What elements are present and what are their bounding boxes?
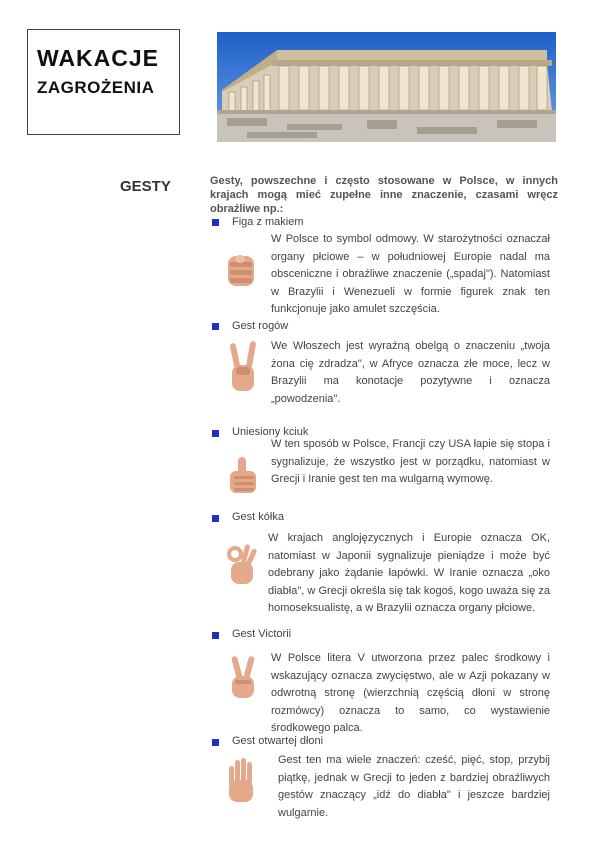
section-title: GESTY <box>120 178 171 195</box>
title-line1: WAKACJE <box>37 45 160 71</box>
gesture-desc-ok: W krajach anglojęzycznych i Europie oznacza OK, natomiast w Japonii sygnalizuje pieniądze i może być odebrany jako żądanie łapówki. W Iranie oznacza „oko diabła", w Grecji określa się tak kogoś, kogo uważa się za homoseksualistę, a w Brazylii oznacza organy płciowe. <box>268 532 550 614</box>
bullet-icon <box>212 323 219 330</box>
bullet-icon <box>212 739 219 746</box>
gesture-title-ok: Gest kółka <box>232 511 284 523</box>
gesture-title-thumb: Uniesiony kciuk <box>232 426 309 438</box>
bullet-icon <box>212 515 219 522</box>
fig-hand-icon <box>224 250 260 292</box>
gesture-title-horns: Gest rogów <box>232 320 289 332</box>
gesture-title-victory: Gest Victorii <box>232 628 292 640</box>
ok-hand-icon <box>225 542 259 588</box>
gesture-desc-figa: W Polsce to symbol odmowy. W starożytności oznaczał organy płciowe – w południowej Europie nadal ma obsceniczne i obraźliwe znaczenie („spadaj"). Natomiast w Brazylii i Wenezueli w formie figurek znak ten funkcjonuje jako amulet szczęścia. <box>271 233 550 315</box>
gesture-desc-thumb: W ten sposób w Polsce, Francji czy USA łapie się stopa i sygnalizuje, że wszystko jest w porządku, natomiast w Grecji i Iranie gest ten ma wulgarną wymowę. <box>271 438 550 485</box>
open-palm-icon <box>226 756 258 806</box>
bullet-icon <box>212 430 219 437</box>
gesture-desc-palm: Gest ten ma wiele znaczeń: cześć, pięć, stop, przybij piątkę, jednak w Grecji to jeden z bardziej obraźliwych gestów znaczący „idź do diabła" i jeszcze bardziej wulgarnie. <box>278 754 550 819</box>
bullet-icon <box>212 632 219 639</box>
victory-hand-icon <box>226 654 260 700</box>
gesture-desc-horns: We Włoszech jest wyraźną obelgą o znaczeniu „twoja żona cię zdradza", w Afryce oznacza złe moce, lecz w Brazylii ma konotacje pozytywne i oznacza „powodzenia". <box>271 340 550 405</box>
parthenon-photo <box>217 32 556 142</box>
title-line2: ZAGROŻENIA <box>37 78 155 97</box>
horns-hand-icon <box>226 339 260 395</box>
gesture-desc-victory: W Polsce litera V utworzona przez palec środkowy i wskazujący oznacza zwycięstwo, ale w Azji pokazany w odwrotną stronę (wierzchnią częścią dłoni w stronę rozmówcy) oznacza to samo, co wystawienie środkowego palca. <box>271 652 550 734</box>
thumbs-up-icon <box>224 455 260 497</box>
section-intro: Gesty, powszechne i często stosowane w Polsce, w innych krajach mogą mieć zupełne inne znaczenie, czasami wręcz obraźliwe np.: <box>210 175 558 215</box>
title-box <box>27 29 180 135</box>
gesture-title-figa: Figa z makiem <box>232 216 304 228</box>
gesture-title-palm: Gest otwartej dłoni <box>232 735 324 747</box>
bullet-icon <box>212 219 219 226</box>
